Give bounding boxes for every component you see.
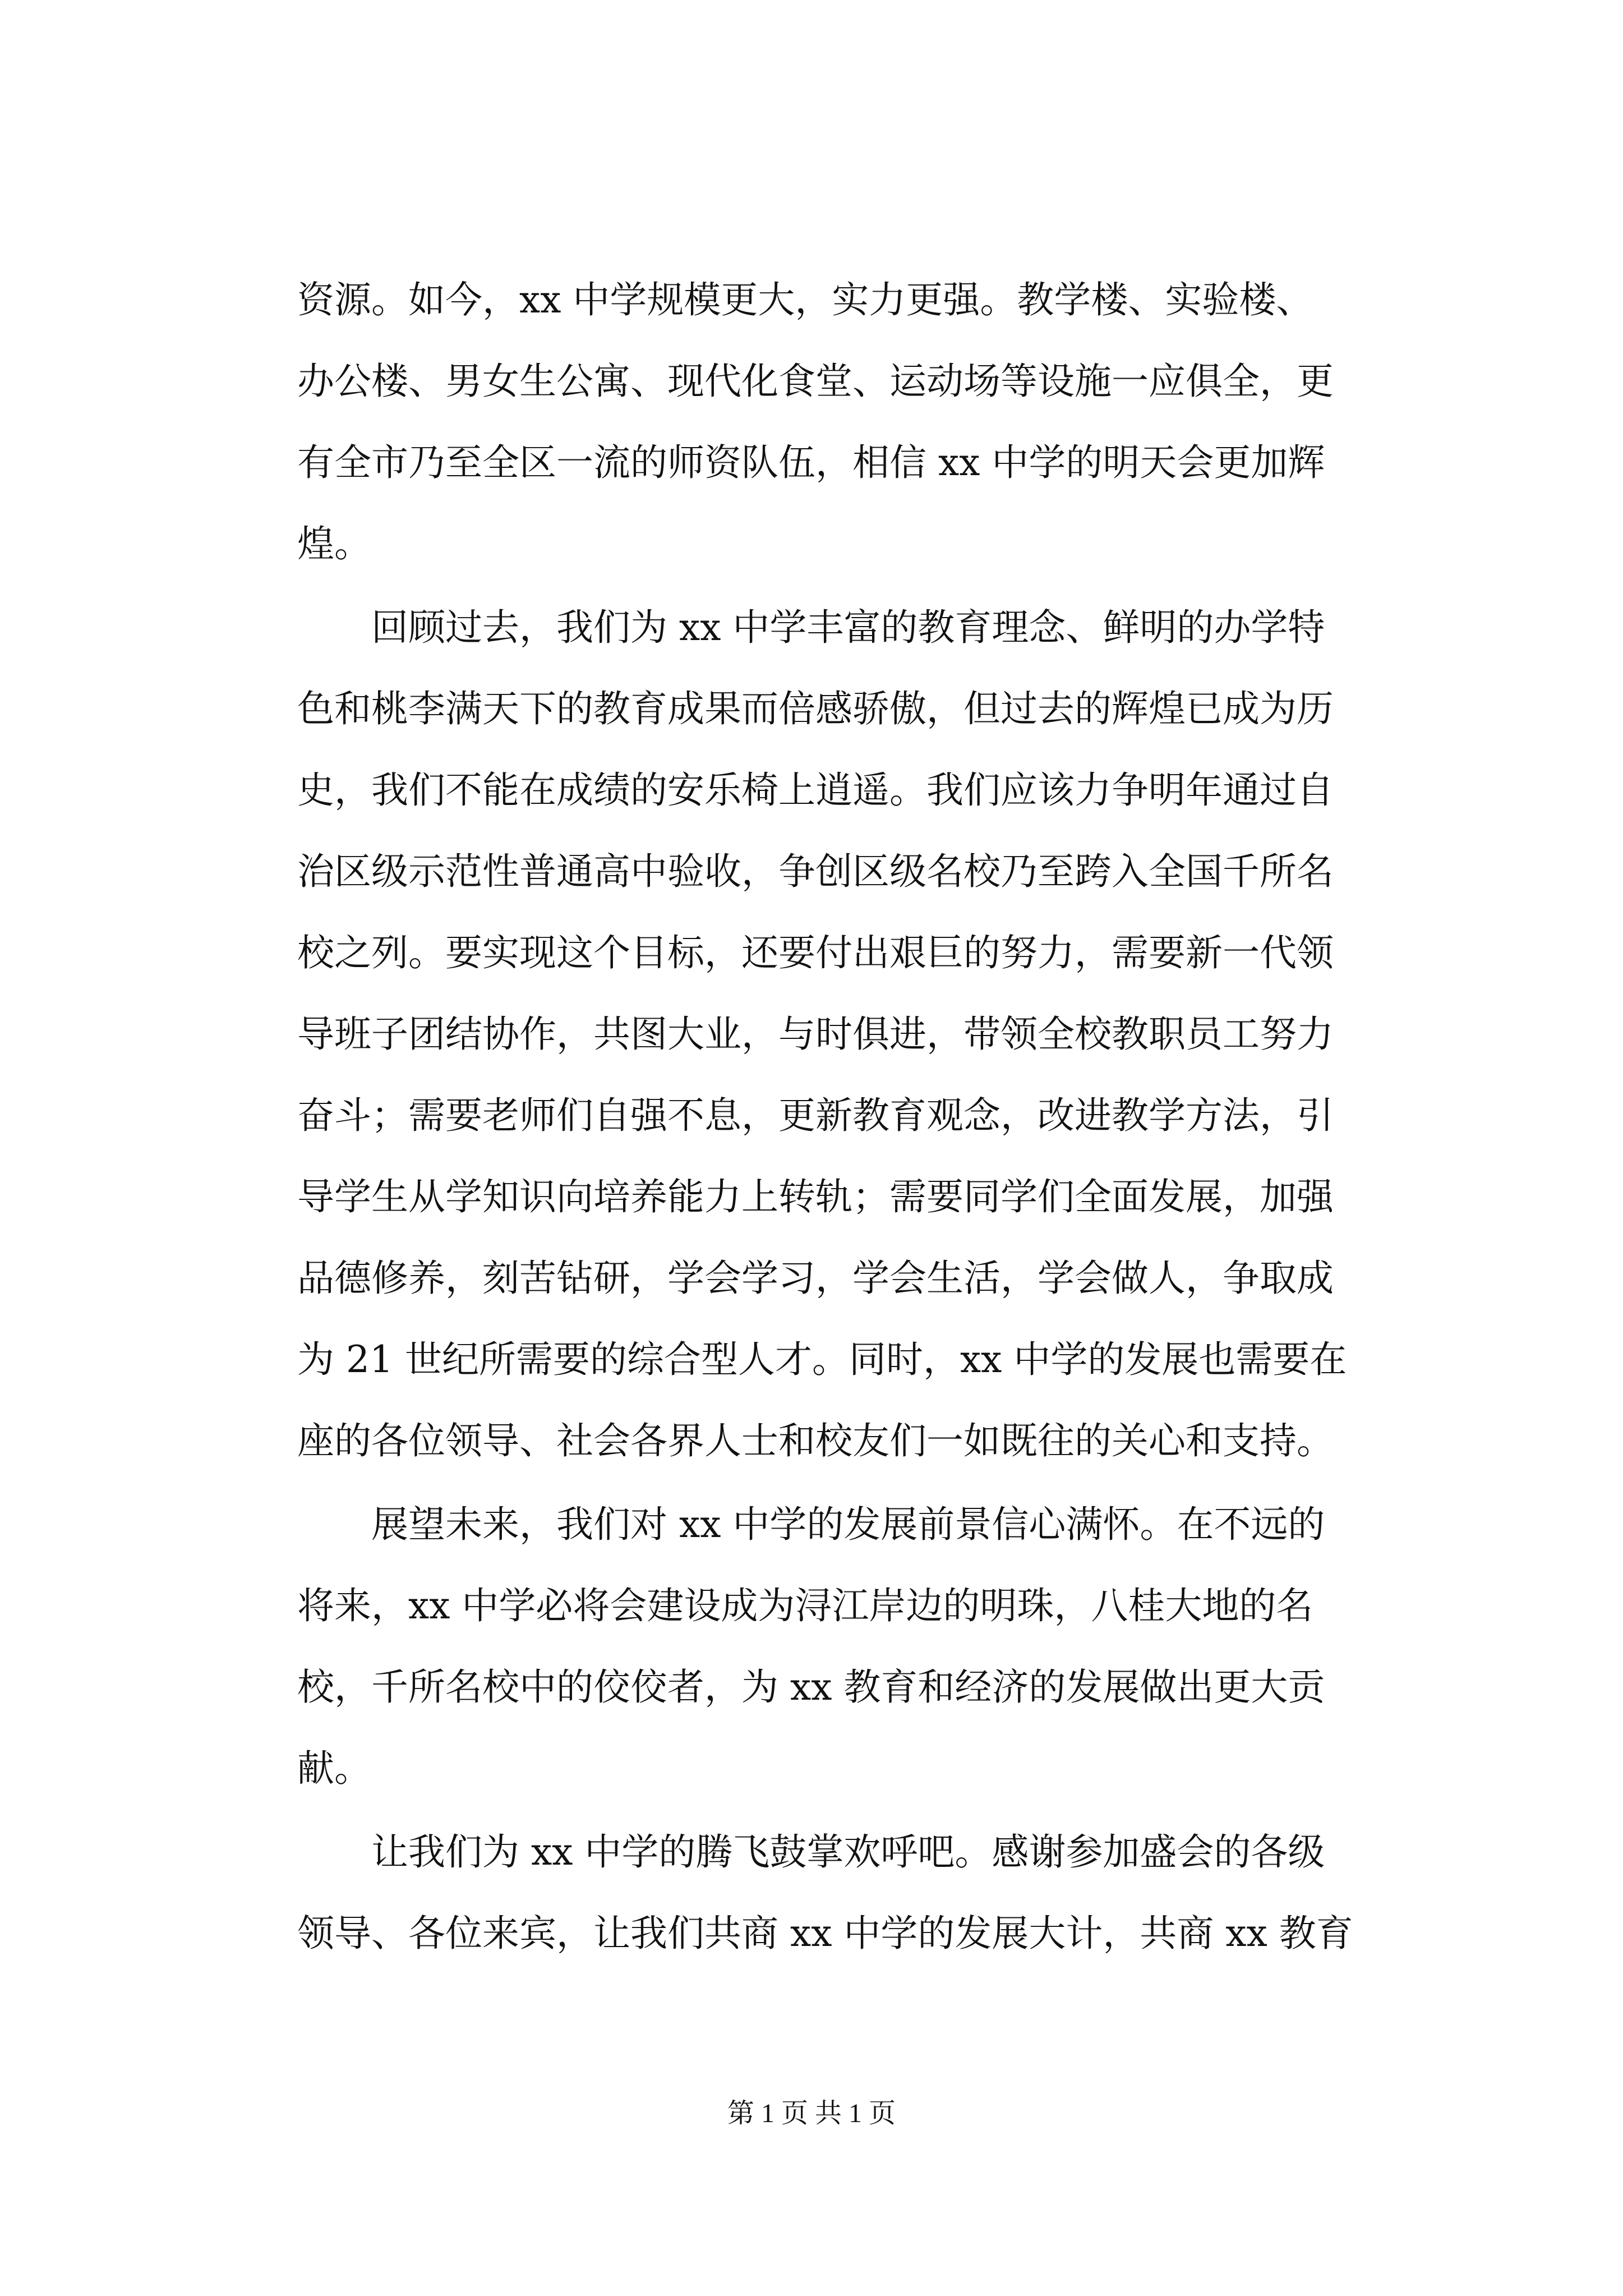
page-number-footer: 第 1 页 共 1 页 <box>727 2099 896 2128</box>
text-line: 导班子团结协作，共图大业，与时俱进，带领全校教职员工努力 <box>297 1013 1334 1056</box>
text-line: 导学生从学知识向培养能力上转轨；需要同学们全面发展，加强 <box>297 1175 1334 1218</box>
text-line: 为 21 世纪所需要的综合型人才。同时，xx 中学的发展也需要在 <box>297 1338 1347 1381</box>
paragraph-1 <box>297 259 1408 585</box>
text-line: 校之列。要实现这个目标，还要付出艰巨的努力，需要新一代领 <box>297 931 1334 974</box>
text-line: 资源。如今，xx 中学规模更大，实力更强。教学楼、实验楼、 <box>297 278 1313 321</box>
text-line: 史，我们不能在成绩的安乐椅上逍遥。我们应该力争明年通过自 <box>297 769 1334 812</box>
text-line: 色和桃李满天下的教育成果而倍感骄傲，但过去的辉煌已成为历 <box>297 687 1334 730</box>
paragraph-4 <box>297 1811 1408 1974</box>
text-line: 有全市乃至全区一流的师资队伍，相信 xx 中学的明天会更加辉 <box>297 441 1325 484</box>
text-line: 校，千所名校中的佼佼者，为 xx 教育和经济的发展做出更大贡 <box>297 1665 1325 1709</box>
text-line: 献。 <box>297 1747 371 1790</box>
paragraph-2 <box>297 587 1408 1481</box>
text-line: 品德修养，刻苦钻研，学会学习，学会生活，学会做人，争取成 <box>297 1257 1334 1300</box>
text-line: 将来，xx 中学必将会建设成为浔江岸边的明珠，八桂大地的名 <box>297 1584 1313 1627</box>
text-line: 领导、各位来宾，让我们共商 xx 中学的发展大计，共商 xx 教育 <box>297 1912 1353 1955</box>
paragraph-3 <box>297 1484 1408 1809</box>
text-line: 办公楼、男女生公寓、现代化食堂、运动场等设施一应俱全，更 <box>297 360 1334 403</box>
text-line: 治区级示范性普通高中验收，争创区级名校乃至跨入全国千所名 <box>297 850 1334 893</box>
document-body <box>297 259 1408 1974</box>
text-line: 煌。 <box>297 522 371 565</box>
text-line: 座的各位领导、社会各界人士和校友们一如既往的关心和支持。 <box>297 1419 1334 1462</box>
text-line: 回顾过去，我们为 xx 中学丰富的教育理念、鲜明的办学特 <box>297 606 1325 649</box>
text-line: 奋斗；需要老师们自强不息，更新教育观念，改进教学方法，引 <box>297 1094 1334 1137</box>
text-line: 展望未来，我们对 xx 中学的发展前景信心满怀。在不远的 <box>297 1503 1325 1546</box>
text-line: 让我们为 xx 中学的腾飞鼓掌欢呼吧。感谢参加盛会的各级 <box>297 1830 1325 1874</box>
